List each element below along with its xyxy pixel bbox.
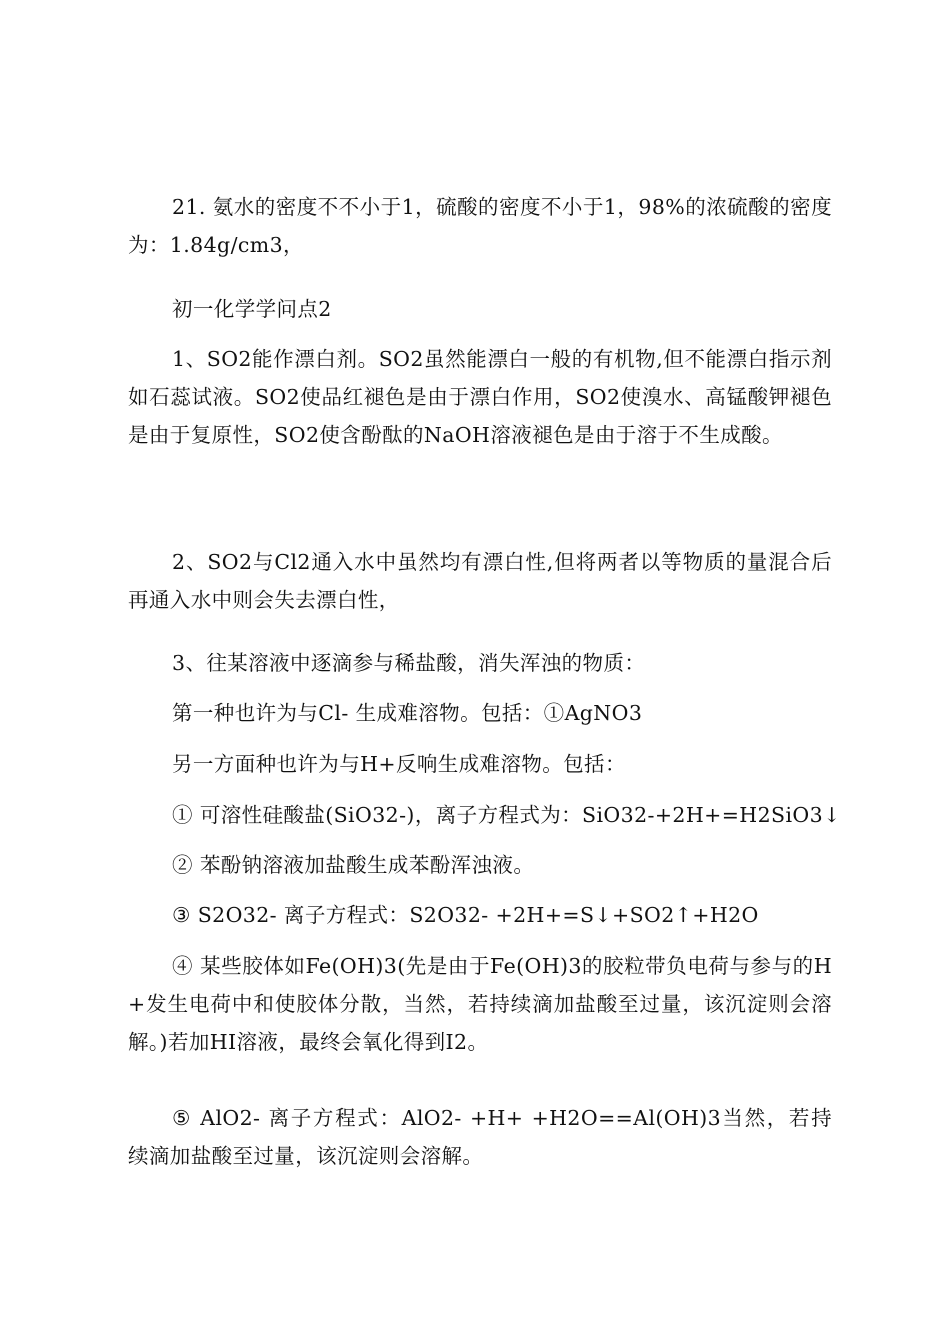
paragraph-21-density: 21. 氨水的密度不不小于1，硫酸的密度不小于1，98%的浓硫酸的密度为：1.84g/cm3， <box>128 195 832 257</box>
item-1-silicate: ① 可溶性硅酸盐(SiO32-)，离子方程式为：SiO32-+2H+=H2SiO3↓ <box>172 803 841 827</box>
paragraph-2-so2-cl2: 2、SO2与Cl2通入水中虽然均有漂白性,但将两者以等物质的量混合后再通入水中则会失去漂白性， <box>128 550 832 612</box>
item-3-thiosulfate: ③ S2O32- 离子方程式：S2O32- +2H+=S↓+SO2↑+H2O <box>172 903 759 927</box>
paragraph-second-kind: 另一方面种也许为与H+反响生成难溶物。包括： <box>172 752 626 776</box>
item-4-colloid: ④ 某些胶体如Fe(OH)3(先是由于Fe(OH)3的胶粒带负电荷与参与的H+发生电荷中和使胶体分散，当然，若持续滴加盐酸至过量，该沉淀则会溶解。)若加HI溶液，最终会氧化得到I2。 <box>128 954 832 1054</box>
paragraph-3-hcl-turbidity: 3、往某溶液中逐滴参与稀盐酸，消失浑浊的物质： <box>172 651 646 675</box>
section-heading: 初一化学学问点2 <box>172 297 332 321</box>
paragraph-1-so2-bleach: 1、SO2能作漂白剂。SO2虽然能漂白一般的有机物,但不能漂白指示剂如石蕊试液。SO2使品红褪色是由于漂白作用，SO2使溴水、高锰酸钾褪色是由于复原性，SO2使含酚酞的NaOH溶液褪色是由于溶于不生成酸。 <box>128 347 832 447</box>
item-5-aluminate: ⑤ AlO2- 离子方程式：AlO2- +H+ +H2O==Al(OH)3当然，若持续滴加盐酸至过量，该沉淀则会溶解。 <box>128 1106 832 1168</box>
item-2-phenolate: ② 苯酚钠溶液加盐酸生成苯酚浑浊液。 <box>172 853 535 877</box>
paragraph-first-kind: 第一种也许为与Cl- 生成难溶物。包括：①AgNO3 <box>172 701 643 725</box>
